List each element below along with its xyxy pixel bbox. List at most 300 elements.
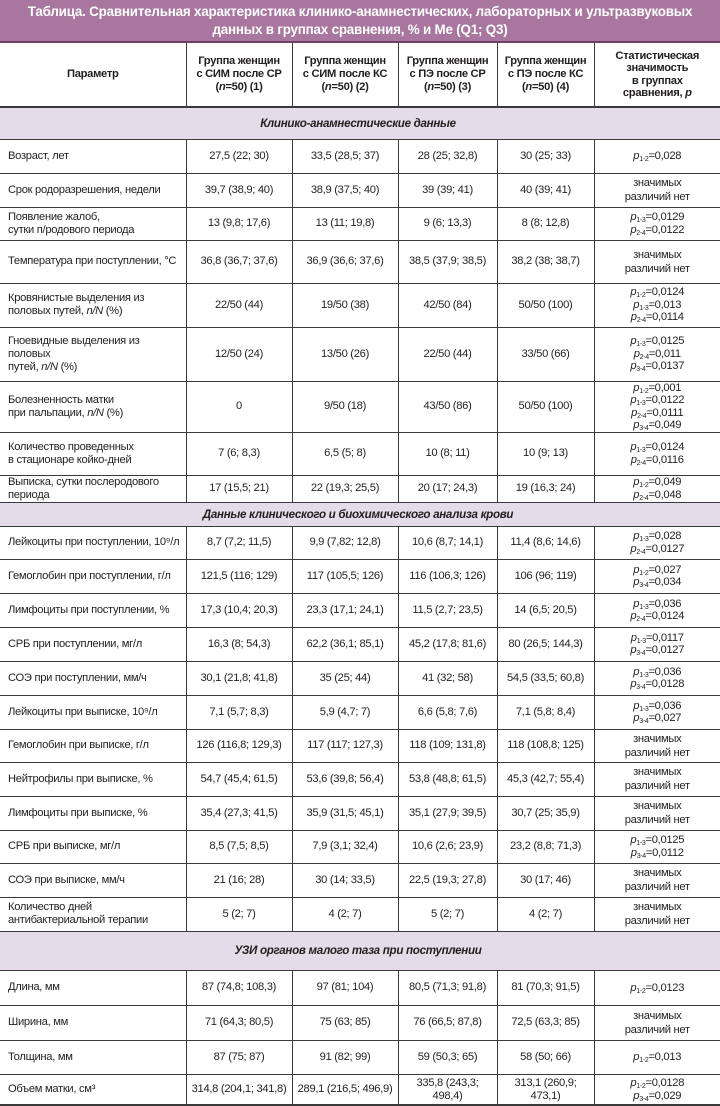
param-cell	[0, 627, 186, 661]
value-cell-group-2: 289,1 (216,5; 496,9)	[292, 1074, 398, 1105]
p-symbol: p	[633, 699, 640, 712]
header-stat-line3: в группах	[631, 74, 683, 87]
value-cell-group-2: 117 (105,5; 126)	[292, 559, 398, 593]
value-cell-group-2: 5,9 (4,7; 7)	[292, 695, 398, 729]
value-cell-group-3: 116 (106,3; 126)	[398, 559, 497, 593]
table-row	[0, 327, 720, 381]
value-cell-group-3: 41 (32; 58)	[398, 661, 497, 695]
value-cell-group-4: 40 (39; 41)	[497, 173, 594, 207]
p-number: =0,028	[648, 530, 682, 543]
value-cell-group-4: 38,2 (38; 38,7)	[497, 240, 594, 283]
param-cell	[0, 695, 186, 729]
p-number: =0,034	[648, 576, 682, 589]
p-symbol: p	[630, 311, 637, 324]
p-value	[633, 382, 681, 394]
significance-cell	[594, 432, 720, 475]
value-cell-group-1: 7,1 (5,7; 8,3)	[186, 695, 292, 729]
p-value	[631, 454, 684, 466]
p-subscript: 1-2	[639, 387, 649, 395]
value-cell-group-3: 76 (66,5; 87,8)	[398, 1005, 497, 1040]
p-value	[630, 335, 684, 347]
value-cell-group-4: 14 (6,5; 20,5)	[497, 593, 594, 627]
header-group-2: Группа женщин с СИМ после КС (n=50) (2)	[292, 43, 398, 107]
value-cell-group-2: 35 (25; 44)	[292, 661, 398, 695]
param-text: Температура при поступлении, °С	[8, 255, 177, 267]
value-cell-group-3: 22/50 (44)	[398, 327, 497, 381]
p-number: =0,029	[648, 1089, 682, 1102]
value-cell-group-1: 71 (64,3; 80,5)	[186, 1005, 292, 1040]
p-subscript: 3-4	[636, 366, 646, 374]
header-param: Параметр	[0, 43, 186, 107]
significance-cell	[594, 729, 720, 762]
value-cell-group-2: 22 (19,3; 25,5)	[292, 475, 398, 502]
header-stat-p: p	[685, 86, 692, 99]
p-value	[633, 712, 681, 724]
p-symbol: p	[633, 419, 640, 432]
param-text: сутки п/родового периода	[8, 223, 135, 236]
p-value	[633, 299, 681, 311]
p-value	[633, 564, 681, 576]
section-title: Данные клинического и биохимического анализа крови	[0, 502, 720, 526]
value-cell-group-4: 10 (9; 13)	[497, 432, 594, 475]
p-value	[630, 441, 684, 453]
value-cell-group-2: 75 (63; 85)	[292, 1005, 398, 1040]
value-cell-group-4: 11,4 (8,6; 14,6)	[497, 526, 594, 559]
value-cell-group-1: 87 (75; 87)	[186, 1040, 292, 1074]
value-cell-group-2: 6,5 (5; 8)	[292, 432, 398, 475]
value-cell-group-2: 35,9 (31,5; 45,1)	[292, 796, 398, 830]
value-cell-group-1: 7 (6; 8,3)	[186, 432, 292, 475]
significance-cell	[594, 1040, 720, 1074]
p-subscript: 3-4	[636, 684, 646, 692]
p-number: =0,0123	[645, 981, 685, 994]
no-diff-line1: значимых	[633, 766, 682, 779]
group-line1: Группа женщин	[304, 55, 386, 67]
value-cell-group-1: 17,3 (10,4; 20,3)	[186, 593, 292, 627]
no-diff-line1: значимых	[633, 177, 682, 189]
param-text: периода	[8, 488, 50, 501]
p-number: =0,0124	[645, 286, 685, 299]
p-number: =0,0137	[645, 360, 685, 373]
table-row	[0, 559, 720, 593]
value-cell-group-4: 118 (108,8; 125)	[497, 729, 594, 762]
p-number: =0,049	[648, 476, 682, 489]
param-text: Лейкоциты при поступлении, 10⁹/л	[8, 536, 180, 549]
value-cell-group-4: 30 (25; 33)	[497, 139, 594, 173]
p-symbol: p	[630, 1077, 637, 1090]
value-cell-group-4: 81 (70,3; 91,5)	[497, 970, 594, 1005]
value-cell-group-4: 50/50 (100)	[497, 381, 594, 432]
value-cell-group-2: 53,6 (39,8; 56,4)	[292, 762, 398, 796]
p-symbol: p	[633, 1051, 640, 1064]
p-symbol: p	[630, 981, 637, 994]
p-value	[633, 1090, 681, 1102]
significance-cell	[594, 559, 720, 593]
no-diff-line1: значимых	[633, 901, 682, 914]
p-value	[630, 982, 684, 994]
significance-cell	[594, 627, 720, 661]
p-value	[633, 700, 681, 712]
p-subscript: 3-4	[639, 425, 649, 433]
p-subscript: 1-3	[639, 705, 649, 713]
value-cell-group-3: 22,5 (19,3; 27,8)	[398, 863, 497, 897]
p-subscript: 1-3	[636, 216, 646, 224]
p-number: =0,0122	[645, 394, 685, 407]
significance-cell	[594, 593, 720, 627]
no-diff-line2: различий нет	[624, 1023, 690, 1036]
group-count: =50) (4)	[531, 81, 570, 93]
p-subscript: 1-2	[639, 482, 649, 490]
no-diff-line2: различий нет	[624, 191, 690, 203]
header-stat-line4: сравнения,	[622, 86, 683, 99]
no-diff-line2: различий нет	[624, 881, 690, 894]
p-number: =0,036	[648, 699, 682, 712]
p-subscript: 1-2	[636, 292, 646, 300]
value-cell-group-3: 10,6 (8,7; 14,1)	[398, 526, 497, 559]
section-title: Клинико-анамнестические данные	[0, 107, 720, 139]
no-diff-line1: значимых	[633, 800, 682, 813]
param-cell	[0, 327, 186, 381]
table-row	[0, 970, 720, 1005]
significance-cell	[594, 695, 720, 729]
p-symbol: p	[633, 665, 640, 678]
p-symbol: p	[630, 631, 637, 644]
p-symbol: p	[633, 488, 640, 501]
param-cell	[0, 173, 186, 207]
header-row	[0, 43, 720, 107]
header-stat-line1: Статистическая	[615, 49, 700, 62]
no-diff-line2: различий нет	[624, 814, 690, 827]
param-text: Гноевидные выделения из половых	[8, 334, 140, 360]
p-symbol: p	[633, 597, 640, 610]
param-cell	[0, 283, 186, 327]
section-title: УЗИ органов малого таза при поступлении	[0, 931, 720, 970]
value-cell-group-2: 23,3 (17,1; 24,1)	[292, 593, 398, 627]
value-cell-group-3: 6,6 (5,8; 7,6)	[398, 695, 497, 729]
param-text: Лимфоциты при выписке, %	[8, 806, 148, 819]
value-cell-group-2: 91 (82; 99)	[292, 1040, 398, 1074]
significance-cell	[594, 1005, 720, 1040]
table-row	[0, 432, 720, 475]
p-symbol: p	[630, 542, 637, 555]
p-subscript: 1-2	[639, 155, 649, 163]
param-cell	[0, 1074, 186, 1105]
table-title: Таблица. Сравнительная характеристика клинико-анамнестических, лабораторных и ультразвуковых данных в группах сравнения, % и Ме (Q1; Q3)	[0, 0, 720, 43]
p-number: =0,0128	[645, 678, 685, 691]
p-value	[633, 666, 681, 678]
param-text: Ширина, мм	[8, 1016, 68, 1029]
param-cell	[0, 1005, 186, 1040]
p-number: =0,028	[648, 149, 682, 162]
header-stat	[594, 43, 720, 107]
value-cell-group-4: 7,1 (5,8; 8,4)	[497, 695, 594, 729]
param-cell	[0, 762, 186, 796]
value-cell-group-1: 13 (9,8; 17,6)	[186, 207, 292, 240]
p-number: =0,0117	[645, 631, 684, 644]
significance-cell	[594, 240, 720, 283]
p-value	[633, 419, 681, 431]
p-symbol: p	[633, 149, 640, 162]
value-cell-group-4: 106 (96; 119)	[497, 559, 594, 593]
p-symbol: p	[633, 1089, 640, 1102]
value-cell-group-3: 9 (6; 13,3)	[398, 207, 497, 240]
p-subscript: 3-4	[639, 582, 649, 590]
p-value	[630, 286, 684, 298]
table-row	[0, 796, 720, 830]
p-number: =0,048	[648, 488, 682, 501]
p-value	[633, 1051, 681, 1063]
param-text: Кровянистые выделения из	[8, 292, 145, 304]
p-value	[633, 489, 681, 501]
param-text: Длина, мм	[8, 981, 60, 994]
p-subscript: 1-3	[639, 671, 649, 679]
param-text: СРБ при выписке, мг/л	[8, 840, 121, 853]
significance-cell	[594, 526, 720, 559]
group-n: n	[427, 81, 434, 93]
p-number: =0,0116	[645, 453, 684, 466]
p-number: =0,0127	[645, 644, 685, 657]
table-row	[0, 139, 720, 173]
no-diff-line2: различий нет	[624, 780, 690, 793]
p-symbol: p	[630, 846, 637, 859]
p-value	[630, 644, 684, 656]
p-subscript: 1-3	[636, 637, 646, 645]
value-cell-group-2: 62,2 (36,1; 85,1)	[292, 627, 398, 661]
value-cell-group-3: 39 (39; 41)	[398, 173, 497, 207]
value-cell-group-4: 33/50 (66)	[497, 327, 594, 381]
value-cell-group-4: 8 (8; 12,8)	[497, 207, 594, 240]
table-row	[0, 1074, 720, 1105]
value-cell-group-3: 20 (17; 24,3)	[398, 475, 497, 502]
p-subscript: 1-2	[636, 1083, 646, 1091]
comparison-table	[0, 43, 720, 1106]
param-text: Нейтрофилы при выписке, %	[8, 772, 153, 785]
significance-cell	[594, 897, 720, 931]
significance-cell	[594, 970, 720, 1005]
header-group-3: Группа женщин с ПЭ после СР (n=50) (3)	[398, 43, 497, 107]
table-row	[0, 863, 720, 897]
group-line1: Группа женщин	[504, 55, 587, 67]
p-subscript: 2-4	[636, 616, 646, 624]
table-row	[0, 173, 720, 207]
value-cell-group-2: 9,9 (7,82; 12,8)	[292, 526, 398, 559]
p-symbol: p	[633, 563, 640, 576]
value-cell-group-3: 45,2 (17,8; 81,6)	[398, 627, 497, 661]
param-text: Возраст, лет	[8, 149, 69, 162]
header-stat-line2: значимость	[626, 62, 689, 75]
p-subscript: 2-4	[639, 353, 649, 361]
table-row	[0, 240, 720, 283]
significance-cell	[594, 1074, 720, 1105]
value-cell-group-4: 23,2 (8,8; 71,3)	[497, 830, 594, 863]
p-subscript: 1-2	[636, 987, 646, 995]
param-text: Гемоглобин при выписке, г/л	[8, 739, 149, 752]
p-value	[630, 543, 684, 555]
param-cell	[0, 432, 186, 475]
p-symbol: p	[630, 678, 637, 691]
value-cell-group-3: 53,8 (48,8; 61,5)	[398, 762, 497, 796]
p-value	[631, 407, 683, 419]
p-value	[630, 610, 684, 622]
param-text: Количество дней	[8, 901, 92, 914]
section-header-row	[0, 931, 720, 970]
param-text: СРБ при поступлении, мг/л	[8, 637, 142, 650]
value-cell-group-3: 38,5 (37,9; 38,5)	[398, 240, 497, 283]
table-row	[0, 1005, 720, 1040]
group-line2: с ПЭ после КС	[507, 68, 584, 80]
param-text: СОЭ при выписке, мм/ч	[8, 873, 125, 886]
value-cell-group-2: 7,9 (3,1; 32,4)	[292, 830, 398, 863]
param-text: в стационаре койко-дней	[8, 453, 132, 466]
p-symbol: p	[630, 360, 637, 373]
no-diff-line2: различий нет	[624, 746, 690, 759]
p-symbol: p	[630, 210, 637, 223]
p-subscript: 3-4	[639, 1095, 649, 1103]
p-value	[630, 834, 684, 846]
value-cell-group-1: 27,5 (22; 30)	[186, 139, 292, 173]
table-row	[0, 593, 720, 627]
p-symbol: p	[633, 381, 640, 394]
param-text: Гемоглобин при поступлении, г/л	[8, 569, 171, 582]
p-symbol: p	[633, 576, 640, 589]
p-subscript: 2-4	[637, 412, 647, 420]
value-cell-group-3: 43/50 (86)	[398, 381, 497, 432]
p-number: =0,036	[648, 665, 682, 678]
p-number: =0,011	[648, 347, 681, 360]
p-symbol: p	[630, 441, 637, 454]
p-number: =0,0125	[645, 335, 685, 348]
p-number: =0,0112	[645, 846, 684, 859]
value-cell-group-3: 80,5 (71,3; 91,8)	[398, 970, 497, 1005]
value-cell-group-1: 121,5 (116; 129)	[186, 559, 292, 593]
no-diff-line1: значимых	[633, 732, 682, 745]
p-value	[633, 150, 681, 162]
section-header-row	[0, 502, 720, 526]
p-subscript: 1-3	[639, 304, 649, 312]
p-value	[631, 632, 684, 644]
p-symbol: p	[630, 223, 637, 236]
no-diff-line1: значимых	[633, 248, 682, 261]
p-number: =0,0127	[645, 542, 685, 555]
value-cell-group-4: 72,5 (63,3; 85)	[497, 1005, 594, 1040]
value-cell-group-1: 12/50 (24)	[186, 327, 292, 381]
param-cell	[0, 559, 186, 593]
param-cell	[0, 661, 186, 695]
param-text: антибактериальной терапии	[8, 914, 148, 927]
value-cell-group-4: 313,1 (260,9; 473,1)	[497, 1074, 594, 1105]
p-subscript: 3-4	[639, 718, 649, 726]
group-line1: Группа женщин	[406, 55, 489, 67]
value-cell-group-3: 35,1 (27,9; 39,5)	[398, 796, 497, 830]
p-subscript: 2-4	[639, 494, 649, 502]
group-line2: с ПЭ после СР	[409, 68, 486, 80]
value-cell-group-4: 4 (2; 7)	[497, 897, 594, 931]
p-subscript: 1-3	[636, 341, 646, 349]
value-cell-group-1: 8,5 (7,5; 8,5)	[186, 830, 292, 863]
param-text: путей, n/N (%)	[8, 360, 78, 373]
group-count: =50) (1)	[225, 81, 263, 93]
table-row	[0, 475, 720, 502]
param-text: Количество проведенных	[8, 440, 134, 453]
p-number: =0,013	[648, 298, 682, 311]
value-cell-group-2: 13 (11; 19,8)	[292, 207, 398, 240]
value-cell-group-1: 5 (2; 7)	[186, 897, 292, 931]
param-text: половых путей, n/N (%)	[8, 305, 123, 317]
p-number: =0,027	[648, 712, 682, 725]
significance-cell	[594, 173, 720, 207]
no-diff-line1: значимых	[633, 1009, 682, 1022]
param-text: Объем матки, см³	[8, 1083, 96, 1096]
significance-cell	[594, 762, 720, 796]
value-cell-group-3: 10 (8; 11)	[398, 432, 497, 475]
p-number: =0,0114	[645, 311, 684, 324]
value-cell-group-4: 30 (17; 46)	[497, 863, 594, 897]
value-cell-group-1: 87 (74,8; 108,3)	[186, 970, 292, 1005]
table-row	[0, 526, 720, 559]
no-diff-line1: значимых	[633, 867, 682, 880]
significance-cell	[594, 475, 720, 502]
p-value	[630, 678, 684, 690]
value-cell-group-2: 33,5 (28,5; 37)	[292, 139, 398, 173]
value-cell-group-4: 45,3 (42,7; 55,4)	[497, 762, 594, 796]
param-cell	[0, 475, 186, 502]
value-cell-group-2: 19/50 (38)	[292, 283, 398, 327]
section-header-row	[0, 107, 720, 139]
param-cell	[0, 970, 186, 1005]
group-n: n	[525, 81, 532, 93]
p-symbol: p	[630, 453, 637, 466]
p-value	[634, 348, 681, 360]
significance-cell	[594, 830, 720, 863]
param-cell	[0, 897, 186, 931]
value-cell-group-4: 54,5 (33,5; 60,8)	[497, 661, 594, 695]
table-row	[0, 897, 720, 931]
significance-cell	[594, 283, 720, 327]
param-cell	[0, 593, 186, 627]
param-cell	[0, 381, 186, 432]
p-number: =0,013	[648, 1051, 682, 1064]
group-n: n	[218, 81, 226, 93]
significance-cell	[594, 207, 720, 240]
p-number: =0,0129	[645, 210, 685, 223]
p-subscript: 1-3	[636, 840, 646, 848]
value-cell-group-1: 39,7 (38,9; 40)	[186, 173, 292, 207]
p-value	[630, 224, 684, 236]
p-value	[630, 394, 684, 406]
table-row	[0, 283, 720, 327]
group-count: =50) (2)	[331, 81, 369, 93]
p-subscript: 2-4	[636, 459, 646, 467]
value-cell-group-1: 35,4 (27,3; 41,5)	[186, 796, 292, 830]
p-number: =0,001	[648, 381, 682, 394]
param-cell	[0, 139, 186, 173]
significance-cell	[594, 327, 720, 381]
param-text: Срок родоразрешения, недели	[8, 183, 161, 196]
table-row	[0, 729, 720, 762]
p-value	[631, 847, 684, 859]
group-count: =50) (3)	[433, 81, 472, 93]
p-symbol: p	[633, 298, 640, 311]
p-subscript: 1-2	[639, 569, 649, 577]
value-cell-group-3: 11,5 (2,7; 23,5)	[398, 593, 497, 627]
p-number: =0,0125	[645, 834, 685, 847]
p-subscript: 2-4	[636, 548, 646, 556]
p-subscript: 1-3	[639, 536, 649, 544]
p-number: =0,0122	[645, 223, 685, 236]
value-cell-group-2: 38,9 (37,5; 40)	[292, 173, 398, 207]
p-symbol: p	[633, 712, 640, 725]
p-subscript: 1-2	[639, 1057, 649, 1065]
